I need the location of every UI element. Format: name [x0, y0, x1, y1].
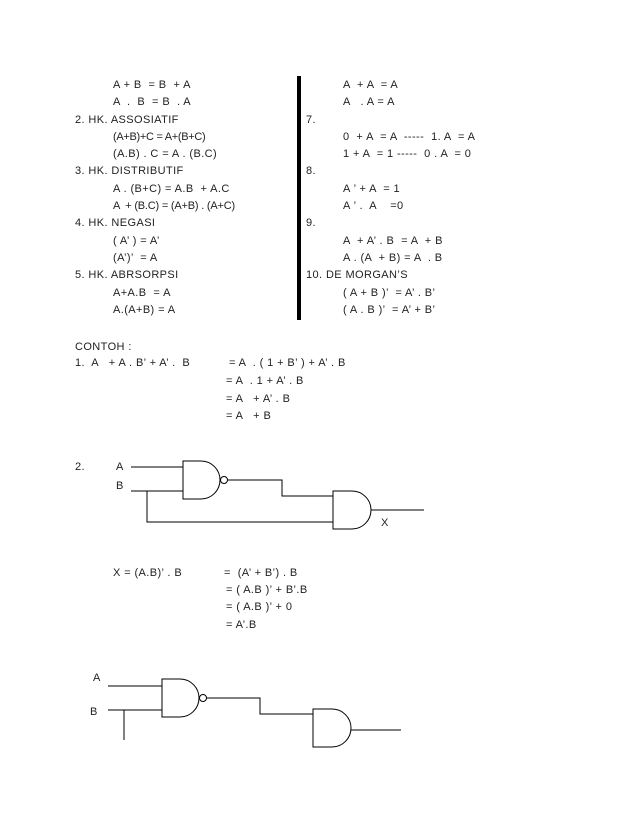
example-1-step-2: = A . 1 + A’ . B [226, 375, 304, 387]
input-label-a: A [116, 461, 124, 473]
complement-add-line: A ’ + A = 1 [343, 183, 400, 195]
nand-inversion-bubble [221, 477, 228, 484]
negation-line-1: ( A’ ) = A’ [113, 235, 160, 247]
output-label-x: X [381, 517, 389, 529]
nand-gate [183, 461, 220, 499]
example-1-step-4: = A + B [226, 410, 272, 422]
nand-inversion-bubble [200, 695, 207, 702]
law-heading-demorgan: 10. DE MORGAN’S [306, 269, 408, 281]
idempotent-add-line: A + A = A [343, 79, 399, 91]
associative-add-line: (A+B)+C = A+(B+C) [113, 131, 206, 143]
negation-line-2: (A’)’ = A [113, 252, 158, 264]
distributive-line-2: A + (B.C) = (A+B) . (A+C) [113, 200, 235, 212]
redundancy-line-1: A + A’ . B = A + B [343, 235, 443, 247]
law-heading-negation: 4. HK. NEGASI [75, 217, 156, 229]
and-gate [333, 491, 371, 529]
example-1-step-1: = A . ( 1 + B’ ) + A’ . B [229, 357, 346, 369]
absorption-line-1: A+A.B = A [113, 287, 171, 299]
and-gate [313, 709, 351, 747]
complement-mul-line: A ’ . A =0 [343, 200, 404, 212]
example-2-step-1: = (A’ + B’) . B [224, 567, 298, 579]
wire-nand-output [228, 480, 334, 496]
law-number-9: 9. [306, 217, 316, 229]
demorgan-line-1: ( A + B )’ = A’ . B’ [343, 287, 436, 299]
distributive-line-1: A . (B+C) = A.B + A.C [113, 183, 230, 195]
commutative-mul-line: A . B = B . A [113, 96, 192, 108]
identity-line-1: 0 + A = A ----- 1. A = A [343, 131, 476, 143]
input-label-b: B [116, 480, 124, 492]
identity-line-2: 1 + A = 1 ----- 0 . A = 0 [343, 148, 472, 160]
example-1-step-3: = A + A’ . B [226, 393, 291, 405]
circuit-1 [131, 461, 424, 529]
nand-gate [162, 679, 199, 717]
idempotent-mul-line: A . A = A [343, 96, 395, 108]
circuit-2 [108, 679, 401, 747]
example-2-expression: X = (A.B)’ . B [113, 567, 183, 579]
input-label-b: B [90, 706, 98, 718]
law-heading-associative: 2. HK. ASSOSIATIF [75, 114, 179, 126]
examples-heading: CONTOH : [75, 341, 132, 353]
absorption-line-2: A.(A+B) = A [113, 304, 176, 316]
law-heading-absorption: 5. HK. ABRSORPSI [75, 269, 179, 281]
input-label-a: A [93, 672, 101, 684]
associative-mul-line: (A.B) . C = A . (B.C) [113, 148, 218, 160]
example-2-step-2: = ( A.B )’ + B’.B [226, 584, 308, 596]
law-number-8: 8. [306, 165, 316, 177]
commutative-add-line: A + B = B + A [113, 79, 191, 91]
wire-nand-output [207, 698, 314, 714]
example-2-step-4: = A’.B [226, 619, 257, 631]
law-heading-distributive: 3. HK. DISTRIBUTIF [75, 165, 184, 177]
example-1-expression: 1. A + A . B’ + A’ . B [75, 357, 191, 369]
law-number-7: 7. [306, 114, 316, 126]
example-2-step-3: = ( A.B )’ + 0 [226, 601, 293, 613]
redundancy-line-2: A . (A + B) = A . B [343, 252, 443, 264]
example-2-number: 2. [75, 461, 85, 473]
demorgan-line-2: ( A . B )’ = A’ + B’ [343, 304, 436, 316]
